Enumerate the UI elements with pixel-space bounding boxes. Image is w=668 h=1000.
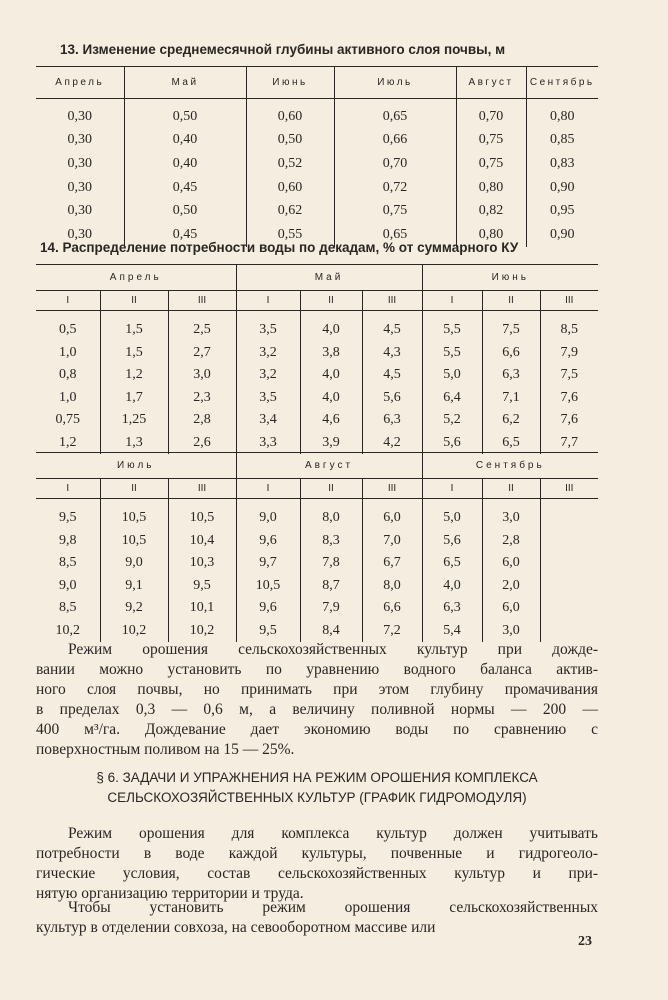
decade-header: II (100, 479, 168, 499)
table14-caption: 14. Распределение потребности воды по декадам, % от суммарного КУ (40, 240, 519, 255)
month-header: Сентябрь (422, 453, 598, 479)
table-cell: 9,7 (236, 552, 300, 575)
table-cell: 9,2 (100, 597, 168, 620)
table-cell: 3,5 (236, 387, 300, 410)
table-cell: 4,0 (300, 387, 362, 410)
table-cell: 10,5 (100, 530, 168, 553)
table-cell: 6,0 (482, 597, 540, 620)
table-cell: 0,50 (124, 199, 246, 223)
section-heading-line: § 6. ЗАДАЧИ И УПРАЖНЕНИЯ НА РЕЖИМ ОРОШЕНИЯ КОМПЛЕКСА (96, 770, 538, 785)
decade-header: III (168, 291, 236, 311)
table-cell (540, 552, 598, 575)
table-cell: 8,7 (300, 575, 362, 598)
table-cell: 0,50 (246, 129, 334, 153)
decade-header: III (362, 479, 422, 499)
text-line: вании можно установить по уравнению водного баланса актив- (36, 661, 598, 678)
decade-header: II (482, 479, 540, 499)
table-cell: 0,83 (526, 152, 598, 176)
table-cell: 0,80 (456, 176, 526, 200)
table-cell: 1,5 (100, 311, 168, 342)
table-cell: 9,5 (168, 575, 236, 598)
table-cell: 5,0 (422, 364, 482, 387)
table13-header: Август (456, 67, 526, 99)
decade-header: I (422, 291, 482, 311)
table-cell: 8,4 (300, 620, 362, 643)
table-cell: 0,80 (456, 223, 526, 247)
table-cell: 1,0 (59, 344, 77, 360)
month-header: Июль (36, 453, 236, 479)
table-cell: 3,5 (236, 311, 300, 342)
text-line: Режим орошения для комплекса культур должен учитывать (68, 825, 598, 842)
table-cell: 9,5 (236, 620, 300, 643)
text-line: гические условия, состав сельскохозяйственных культур и при- (36, 865, 598, 882)
table-cell: 1,2 (59, 434, 77, 450)
table-cell: 9,0 (236, 499, 300, 530)
table-cell: 0,90 (526, 223, 598, 247)
section-heading-line: СЕЛЬСКОХОЗЯЙСТВЕННЫХ КУЛЬТУР (ГРАФИК ГИДРОМОДУЛЯ) (107, 790, 527, 805)
text-line: Режим орошения сельскохозяйственных культур при дожде- (68, 641, 598, 658)
table-cell: 1,7 (100, 387, 168, 410)
table-cell: 0,80 (526, 99, 598, 129)
decade-header: I (422, 479, 482, 499)
table-cell: 7,9 (540, 342, 598, 365)
table14-part2-month-row (36, 453, 598, 479)
decade-header: II (300, 291, 362, 311)
table-cell: 6,3 (362, 409, 422, 432)
table-cell (540, 597, 598, 620)
table-cell: 4,3 (362, 342, 422, 365)
table-cell (540, 499, 598, 530)
decade-header: II (482, 291, 540, 311)
paragraph-sprinkling (36, 640, 598, 760)
table14-row (36, 575, 598, 598)
table14-row (36, 409, 598, 432)
table-cell: 2,5 (168, 311, 236, 342)
table-cell: 3,0 (168, 364, 236, 387)
decade-header: III (362, 291, 422, 311)
table-cell (540, 530, 598, 553)
table-cell: 3,4 (236, 409, 300, 432)
table13 (36, 66, 598, 247)
table-cell: 3,0 (482, 620, 540, 643)
table14-row (36, 364, 598, 387)
table-cell: 7,7 (540, 432, 598, 455)
paragraph-complex-regime-text (36, 824, 598, 904)
table-cell: 0,66 (334, 129, 456, 153)
table-cell: 10,4 (168, 530, 236, 553)
table14-row (36, 432, 598, 455)
text-line: нятую организацию территории и труда. (36, 885, 304, 902)
table-cell: 2,0 (482, 575, 540, 598)
table-cell: 0,82 (456, 199, 526, 223)
decade-header: I (236, 479, 300, 499)
table-cell: 0,65 (334, 99, 456, 129)
table-cell: 0,30 (67, 155, 92, 171)
decade-header: II (300, 479, 362, 499)
table-cell: 0,45 (124, 223, 246, 247)
table-cell: 3,0 (482, 499, 540, 530)
table-cell: 6,0 (482, 552, 540, 575)
table-cell: 4,2 (362, 432, 422, 455)
table-cell: 9,6 (236, 597, 300, 620)
table-cell: 5,5 (422, 342, 482, 365)
table-cell: 0,60 (246, 176, 334, 200)
table-cell: 0,72 (334, 176, 456, 200)
table-cell (540, 620, 598, 643)
table-cell: 10,5 (168, 499, 236, 530)
table-cell: 0,30 (67, 203, 92, 219)
table-cell: 7,5 (540, 364, 598, 387)
table-cell: 5,0 (422, 499, 482, 530)
text-line: культур в отделении совхоза, на севооборотном массиве или (36, 919, 436, 936)
table-cell: 9,0 (59, 577, 77, 593)
table13-header: Июль (334, 67, 456, 99)
table-cell: 0,90 (526, 176, 598, 200)
table-cell: 2,8 (482, 530, 540, 553)
table-cell: 0,30 (67, 132, 92, 148)
table-cell: 0,5 (59, 322, 77, 338)
table-cell: 10,2 (168, 620, 236, 643)
table-cell: 0,62 (246, 199, 334, 223)
table-cell: 3,3 (236, 432, 300, 455)
table-cell (540, 575, 598, 598)
table-cell: 0,30 (67, 108, 92, 124)
decade-header: III (540, 479, 598, 499)
table-cell: 8,3 (300, 530, 362, 553)
table-cell: 2,7 (168, 342, 236, 365)
table-cell: 7,6 (540, 387, 598, 410)
table13-row (36, 99, 598, 129)
table-cell: 9,8 (59, 532, 77, 548)
table13-row (36, 152, 598, 176)
table-cell: 6,3 (482, 364, 540, 387)
table-cell: 5,5 (422, 311, 482, 342)
table14-row (36, 552, 598, 575)
table14-part2 (36, 452, 598, 642)
table-cell: 7,8 (300, 552, 362, 575)
table-cell: 7,5 (482, 311, 540, 342)
table-cell: 3,2 (236, 364, 300, 387)
table14-part2-decade-row (36, 479, 598, 499)
table-cell: 3,2 (236, 342, 300, 365)
table-cell: 10,2 (55, 622, 80, 638)
decade-header: III (540, 291, 598, 311)
table-cell: 10,3 (168, 552, 236, 575)
table-cell: 6,6 (362, 597, 422, 620)
table-cell: 1,3 (100, 432, 168, 455)
decade-header: III (168, 479, 236, 499)
table14-part1-month-row (36, 265, 598, 291)
table13-row (36, 199, 598, 223)
table-cell: 0,30 (67, 179, 92, 195)
table-cell: 7,2 (362, 620, 422, 643)
table-cell: 1,5 (100, 342, 168, 365)
table-cell: 4,6 (300, 409, 362, 432)
table-cell: 4,5 (362, 364, 422, 387)
table14-row (36, 387, 598, 410)
table-cell: 3,8 (300, 342, 362, 365)
text-line: ного слоя почвы, но принимать при этом глубину промачивания (36, 681, 598, 698)
table13-row (36, 129, 598, 153)
table13-row (36, 176, 598, 200)
table-cell: 6,4 (422, 387, 482, 410)
table-cell: 8,5 (59, 600, 77, 616)
table-cell: 2,8 (168, 409, 236, 432)
table-cell: 9,6 (236, 530, 300, 553)
text-line: потребности в воде каждой культуры, почвенные и гидрогеоло- (36, 845, 598, 862)
month-header: Август (236, 453, 422, 479)
table-cell: 0,30 (67, 226, 92, 242)
table-cell: 2,3 (168, 387, 236, 410)
table-cell: 0,65 (334, 223, 456, 247)
table13-header: Апрель (36, 67, 124, 99)
table13-header: Июнь (246, 67, 334, 99)
section-heading (36, 768, 598, 808)
table-cell: 8,5 (59, 555, 77, 571)
table-cell: 9,5 (59, 510, 77, 526)
decade-header: II (100, 291, 168, 311)
table-cell: 5,6 (362, 387, 422, 410)
table-cell: 10,2 (100, 620, 168, 643)
table-cell: 4,0 (422, 575, 482, 598)
table-cell: 9,1 (100, 575, 168, 598)
table-cell: 0,55 (246, 223, 334, 247)
table-cell: 10,1 (168, 597, 236, 620)
table-cell: 0,52 (246, 152, 334, 176)
table-cell: 0,60 (246, 99, 334, 129)
table14-row (36, 530, 598, 553)
table14-part1 (36, 264, 598, 454)
table-cell: 0,45 (124, 176, 246, 200)
table13-header-row (36, 67, 598, 99)
table-cell: 3,9 (300, 432, 362, 455)
table13-header: Сентябрь (526, 67, 598, 99)
decade-header: I (36, 291, 100, 311)
table-cell: 0,70 (456, 99, 526, 129)
table14-row (36, 499, 598, 530)
table-cell: 0,85 (526, 129, 598, 153)
table-cell: 0,75 (456, 129, 526, 153)
table13-caption: 13. Изменение среднемесячной глубины активного слоя почвы, м (60, 42, 506, 57)
table-cell: 0,75 (334, 199, 456, 223)
table-cell: 1,2 (100, 364, 168, 387)
month-header: Апрель (36, 265, 236, 291)
text-line: в пределах 0,3 — 0,6 м, а величину поливной нормы — 200 — (36, 701, 598, 718)
table-cell: 0,75 (55, 412, 80, 428)
decade-header: I (236, 291, 300, 311)
decade-header: I (36, 479, 100, 499)
paragraph-establish-regime-text (36, 898, 598, 938)
page-number: 23 (578, 934, 592, 949)
text-line: 400 м³/га. Дождевание дает экономию воды по сравнению с (36, 721, 598, 738)
table14-row (36, 342, 598, 365)
text-line: Чтобы установить режим орошения сельскохозяйственных (68, 899, 598, 916)
table-cell: 0,95 (526, 199, 598, 223)
table-cell: 8,5 (540, 311, 598, 342)
table-cell: 8,0 (362, 575, 422, 598)
table-cell: 7,6 (540, 409, 598, 432)
table-cell: 7,0 (362, 530, 422, 553)
table-cell: 0,75 (456, 152, 526, 176)
paragraph-establish-regime (36, 898, 598, 938)
table13-header: Май (124, 67, 246, 99)
table-cell: 0,70 (334, 152, 456, 176)
table14-row (36, 597, 598, 620)
table-cell: 2,6 (168, 432, 236, 455)
table-cell: 10,5 (236, 575, 300, 598)
table-cell: 6,2 (482, 409, 540, 432)
table-cell: 0,8 (59, 367, 77, 383)
table-cell: 7,9 (300, 597, 362, 620)
month-header: Июнь (422, 265, 598, 291)
table-cell: 5,6 (422, 432, 482, 455)
table-cell: 5,4 (422, 620, 482, 643)
table-cell: 0,50 (124, 99, 246, 129)
table-cell: 6,5 (482, 432, 540, 455)
table-cell: 7,1 (482, 387, 540, 410)
table-cell: 1,0 (59, 389, 77, 405)
table14-row (36, 311, 598, 342)
table-cell: 9,0 (100, 552, 168, 575)
table-cell: 1,25 (100, 409, 168, 432)
table-cell: 5,6 (422, 530, 482, 553)
table-cell: 6,6 (482, 342, 540, 365)
table-cell: 6,7 (362, 552, 422, 575)
table-cell: 0,40 (124, 152, 246, 176)
table-cell: 10,5 (100, 499, 168, 530)
table-cell: 4,0 (300, 311, 362, 342)
table-cell: 6,5 (422, 552, 482, 575)
table-cell: 4,0 (300, 364, 362, 387)
table-cell: 6,0 (362, 499, 422, 530)
paragraph-sprinkling-text (36, 640, 598, 760)
table-cell: 5,2 (422, 409, 482, 432)
table14-row (36, 620, 598, 643)
paragraph-complex-regime (36, 824, 598, 904)
table-cell: 4,5 (362, 311, 422, 342)
table14-part1-decade-row (36, 291, 598, 311)
table-cell: 0,40 (124, 129, 246, 153)
text-line: поверхностным поливом на 15 — 25%. (36, 741, 295, 758)
table-cell: 8,0 (300, 499, 362, 530)
month-header: Май (236, 265, 422, 291)
table-cell: 6,3 (422, 597, 482, 620)
